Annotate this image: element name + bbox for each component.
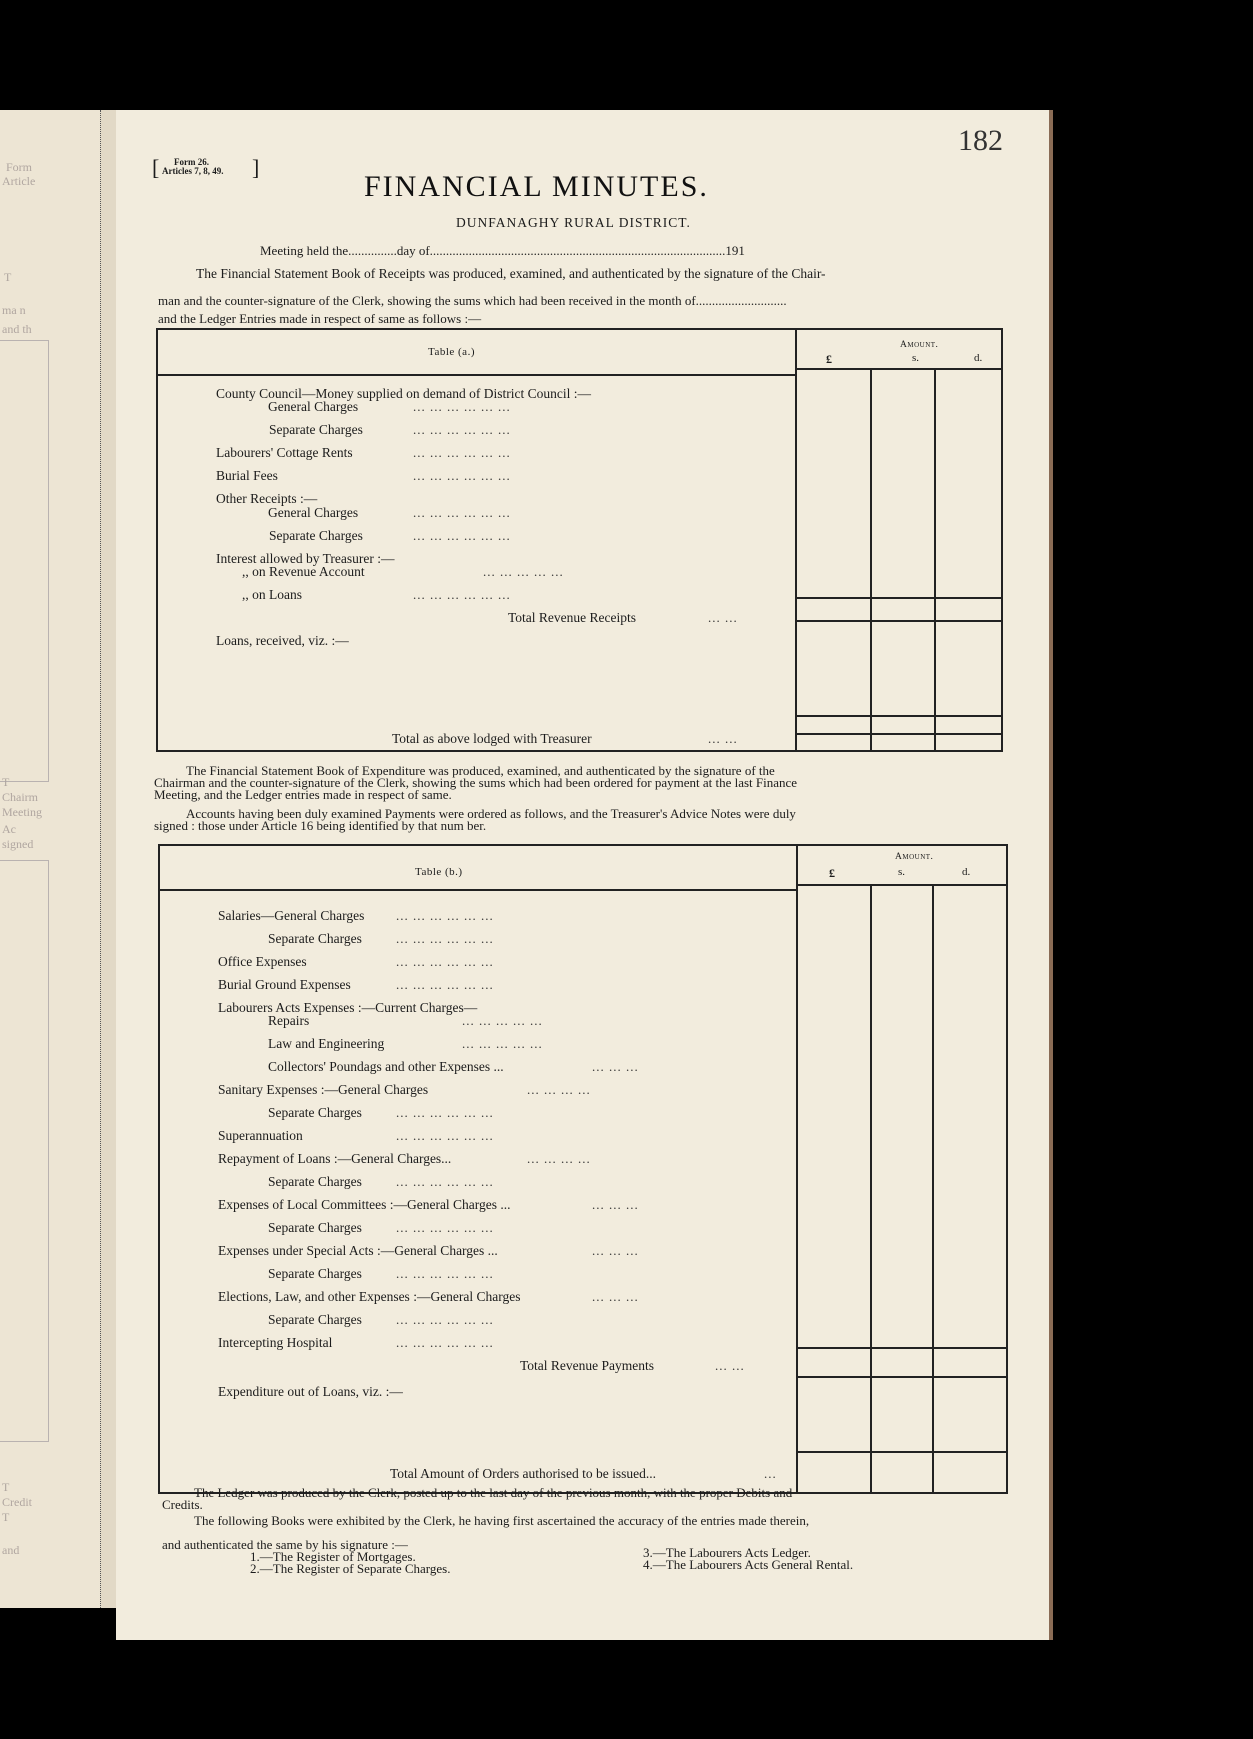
intro-line-3: and the Ledger Entries made in respect of same as follows :— (158, 311, 482, 326)
left-ghost-text: and (2, 1543, 20, 1557)
page-title: FINANCIAL MINUTES. (364, 170, 709, 203)
table-b-total-rule (796, 1376, 1006, 1378)
footer-book-1: 1.—The Register of Mortgages. (250, 1549, 416, 1564)
left-ghost-text: Meeting (2, 805, 42, 819)
ledger-page (116, 110, 1049, 1640)
table-b-row: Office Expenses (218, 954, 307, 969)
left-ghost-text: T (4, 270, 12, 284)
table-a-row: General Charges (268, 399, 359, 414)
table-b-title: Table (b.) (415, 866, 463, 878)
footer-line-3: The following Books were exhibited by the Clerk, he having first ascertained the accuracy of the entries made therein, (194, 1513, 810, 1528)
table-a-row: General Charges (268, 505, 359, 520)
table-b-row: Elections, Law, and other Expenses :—General Charges (218, 1289, 521, 1304)
table-b-header-rule (160, 889, 796, 891)
table-a: Table (a.) Amount. £ s. d. County Council—Money supplied on demand of District Council :— General Charges ... ... ... ... ... ... Separate Charges ... ... ... ... ... ... Labourers' Cottage Rents ... ... ... ... ... ... Burial Fees ... ... ... ... ... ... Other Receipts :— General Charges ... ... ... ... ... ... Separate Charges ... ... ... ... ... ... Interest allowed by Treasurer :— ,, on Revenue Account ... ... ... ... ... ,, on Loans ... ... ... ... ... ... Total Revenue Receipts ... ... Loans, received, viz. :— Total as above lodged with Treasurer ... ... (156, 328, 1003, 752)
intro-line-2: man and the counter-signature of the Clerk, showing the sums which had been received in the month of............................ (158, 293, 787, 308)
table-b-total-rule (796, 1451, 1006, 1453)
table-a-amount-header: Amount. (900, 340, 939, 350)
table-a-amount-rule (795, 368, 1001, 370)
table-b-row: Intercepting Hospital (218, 1335, 333, 1350)
table-b-row: Separate Charges (268, 1174, 362, 1189)
form-number: Form 26. (174, 157, 209, 167)
table-a-col-shillings: s. (912, 352, 920, 364)
table-a-row: County Council—Money supplied on demand of District Council :— (216, 386, 591, 401)
left-ghost-text: Form (6, 160, 33, 174)
table-a-row: Labourers' Cottage Rents (216, 445, 353, 460)
table-b-row: Repayment of Loans :—General Charges... (218, 1151, 452, 1166)
table-b-row: Sanitary Expenses :—General Charges (218, 1082, 429, 1097)
bracket-left: [ (152, 155, 160, 180)
footer-book-3: 3.—The Labourers Acts Ledger. (643, 1545, 811, 1560)
table-b-row: Burial Ground Expenses (218, 977, 351, 992)
table-a-row: Burial Fees (216, 468, 278, 483)
middle-para-2-line-2: signed : those under Article 16 being identified by that num ber. (154, 818, 487, 833)
table-a-row: Interest allowed by Treasurer :— (216, 551, 395, 566)
table-a-total-rule (795, 733, 1001, 735)
left-ghost-text: T (2, 1480, 10, 1494)
table-b-row: Separate Charges (268, 1266, 362, 1281)
table-a-shillings-divider (870, 368, 872, 750)
table-b-row: Law and Engineering (268, 1036, 385, 1051)
left-ghost-text: Article (2, 174, 36, 188)
table-a-row: ,, on Revenue Account (242, 564, 365, 579)
table-a-col-pounds: £ (826, 352, 832, 366)
table-a-header-rule (158, 374, 795, 376)
table-b-row: Collectors' Poundags and other Expenses ... (268, 1059, 504, 1074)
table-b-row: Separate Charges (268, 1105, 362, 1120)
table-b-row: Labourers Acts Expenses :—Current Charges— (218, 1000, 478, 1015)
table-a-amount-divider (795, 330, 797, 750)
table-a-row: ,, on Loans (242, 587, 302, 602)
table-b-row: Separate Charges (268, 1312, 362, 1327)
table-b-row: Superannuation (218, 1128, 303, 1143)
intro-line-1: The Financial Statement Book of Receipts was produced, examined, and authenticated by the signature of the Chair- (196, 266, 826, 281)
left-ghost-text: Ac (2, 822, 16, 836)
table-b-total-rule (796, 1347, 1006, 1349)
table-a-row: Loans, received, viz. :— (216, 633, 349, 648)
footer-book-4: 4.—The Labourers Acts General Rental. (643, 1557, 854, 1572)
table-b-col-pounds: £ (829, 866, 835, 880)
left-ghost-text: ma n (2, 303, 26, 317)
middle-para-2-line-1: Accounts having been duly examined Payments were ordered as follows, and the Treasurer's Advice Notes were duly (186, 806, 796, 821)
page-edge (1049, 110, 1053, 1640)
table-b: Table (b.) Amount. £ s. d. Salaries—General Charges ... ... ... ... ... ... Separate Charges ... ... ... ... ... ... Office Expenses ... ... ... ... ... ... Burial Ground Expenses ... ... ... ... ... ... Labourers Acts Expenses :—Current Charges— Repairs ... ... ... ... ... Law and Engineering ... ... ... ... ... Collectors' Poundags and other Expenses ... ... ... ... Sanitary Expenses :—General Charges ... ... ... ... Separate Charges ... ... ... ... ... ... Superannuation ... ... ... ... ... ... Repayment of Loans :—General Charges... ... ... ... ... Separate Charges ... ... ... ... ... ... Expenses of Local Committees :—General Charges ... ... ... ... Separate Charges ... ... ... ... ... ... Expenses under Special Acts :—General Charges ... ... ... ... Separate Charges ... ... ... ... ... ... Elections, Law, and other Expenses :—General Charges ... ... ... Separate Charges ... ... ... ... ... ... Intercepting Hospital ... ... ... ... ... ... Total Revenue Payments ... ... Expenditure out of Loans, viz. :— Total Amount of Orders authorised to be issued... ... (158, 844, 1008, 1494)
left-ghost-text: T (2, 1510, 10, 1524)
left-ghost-box (0, 340, 49, 782)
left-ghost-text: Credit (2, 1495, 32, 1509)
middle-para-1-line-2: Chairman and the counter-signature of the Clerk, showing the sums which had been ordered for payment at the last Finance (154, 775, 798, 790)
table-b-row: Total Amount of Orders authorised to be issued... (390, 1466, 657, 1481)
footer-line-4: and authenticated the same by his signature :— (162, 1537, 408, 1552)
left-facing-page (0, 110, 112, 1608)
page-number: 182 (958, 124, 1003, 157)
left-ghost-text: T (2, 775, 10, 789)
table-a-row: Total as above lodged with Treasurer (392, 731, 592, 746)
table-b-amount-divider (796, 846, 798, 1492)
table-b-row: Expenses under Special Acts :—General Charges ... (218, 1243, 498, 1258)
table-b-row: Repairs (268, 1013, 310, 1028)
table-a-col-pence: d. (974, 352, 983, 364)
left-ghost-text: Chairm (2, 790, 38, 804)
table-b-row: Separate Charges (268, 1220, 362, 1235)
table-a-row: Separate Charges (269, 422, 363, 437)
footer-line-1: The Ledger was produced by the Clerk, posted up to the last day of the previous month, with the proper Debits and (194, 1485, 793, 1500)
table-a-total-rule (795, 715, 1001, 717)
table-b-row: Expenses of Local Committees :—General Charges ... (218, 1197, 511, 1212)
table-b-row: Separate Charges (268, 931, 362, 946)
form-articles: Articles 7, 8, 49. (162, 166, 224, 176)
left-ghost-text: signed (2, 837, 34, 851)
table-b-col-pence: d. (962, 866, 971, 878)
table-b-amount-header: Amount. (895, 852, 934, 862)
table-b-amount-rule (796, 884, 1006, 886)
meeting-line: Meeting held the...............day of...........................................................................................191 (260, 243, 745, 258)
middle-para-1-line-3: Meeting, and the Ledger entries made in respect of same. (154, 787, 452, 802)
table-a-title: Table (a.) (428, 346, 475, 358)
footer-line-2: Credits. (162, 1497, 203, 1512)
table-a-total-rule (795, 597, 1001, 599)
table-b-shillings-divider (870, 884, 872, 1492)
district-name: DUNFANAGHY RURAL DISTRICT. (456, 215, 691, 230)
table-b-pence-divider (932, 884, 934, 1492)
table-b-row: Salaries—General Charges (218, 908, 365, 923)
left-ghost-box (0, 860, 49, 1442)
table-a-row: Other Receipts :— (216, 491, 318, 506)
table-a-row: Separate Charges (269, 528, 363, 543)
table-b-row: Total Revenue Payments (520, 1358, 655, 1373)
table-a-total-rule (795, 620, 1001, 622)
bracket-right: ] (252, 155, 260, 180)
form-reference (152, 155, 260, 180)
footer-book-2: 2.—The Register of Separate Charges. (250, 1561, 451, 1576)
table-b-col-shillings: s. (898, 866, 906, 878)
table-a-pence-divider (934, 368, 936, 750)
table-a-row: Total Revenue Receipts (508, 610, 637, 625)
left-ghost-text: and th (2, 322, 32, 336)
table-b-row: Expenditure out of Loans, viz. :— (218, 1384, 403, 1399)
middle-para-1-line-1: The Financial Statement Book of Expenditure was produced, examined, and authenticated by the signature of the (186, 763, 775, 778)
